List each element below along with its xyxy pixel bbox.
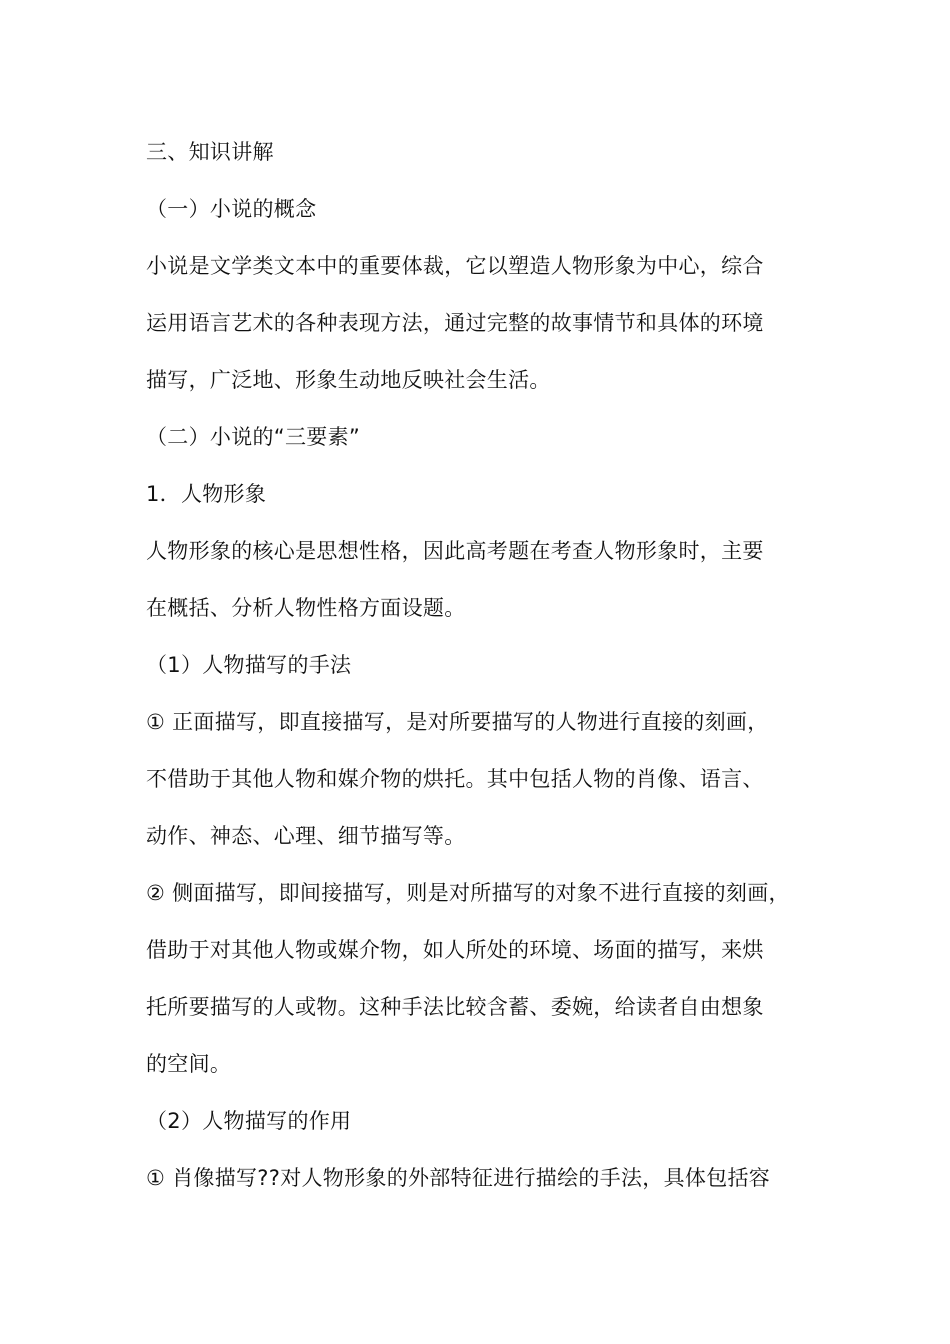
numbered-heading: 1．人物形象 [146,482,267,506]
body-text-line: 描写，广泛地、形象生动地反映社会生活。 [146,368,551,392]
list-item-text: ② 侧面描写，即间接描写，则是对所描写的对象不进行直接的刻画， [146,881,790,905]
body-text-line: 动作、神态、心理、细节描写等。 [146,824,466,848]
body-text-line: 不借助于其他人物和媒介物的烘托。其中包括人物的肖像、语言、 [146,767,764,791]
body-text-line: 小说是文学类文本中的重要体裁，它以塑造人物形象为中心，综合 [146,254,764,278]
body-text-line: 的空间。 [146,1052,232,1076]
numbered-subheading: （1）人物描写的手法 [146,653,352,677]
body-text-line: 运用语言艺术的各种表现方法，通过完整的故事情节和具体的环境 [146,311,764,335]
subsection-heading: （一）小说的概念 [146,197,317,221]
subsection-heading: （二）小说的“三要素” [146,425,361,449]
body-text-line: 托所要描写的人或物。这种手法比较含蓄、委婉，给读者自由想象 [146,995,764,1019]
section-heading: 三、知识讲解 [146,140,274,164]
body-text-line: 借助于对其他人物或媒介物，如人所处的环境、场面的描写，来烘 [146,938,764,962]
list-item-text: ① 正面描写，即直接描写，是对所要描写的人物进行直接的刻画， [146,710,769,734]
numbered-subheading: （2）人物描写的作用 [146,1109,352,1133]
body-text-line: 在概括、分析人物性格方面设题。 [146,596,466,620]
body-text-line: 人物形象的核心是思想性格，因此高考题在考查人物形象时，主要 [146,539,764,563]
list-item-text: ① 肖像描写??对人物形象的外部特征进行描绘的手法，具体包括容 [146,1166,771,1190]
